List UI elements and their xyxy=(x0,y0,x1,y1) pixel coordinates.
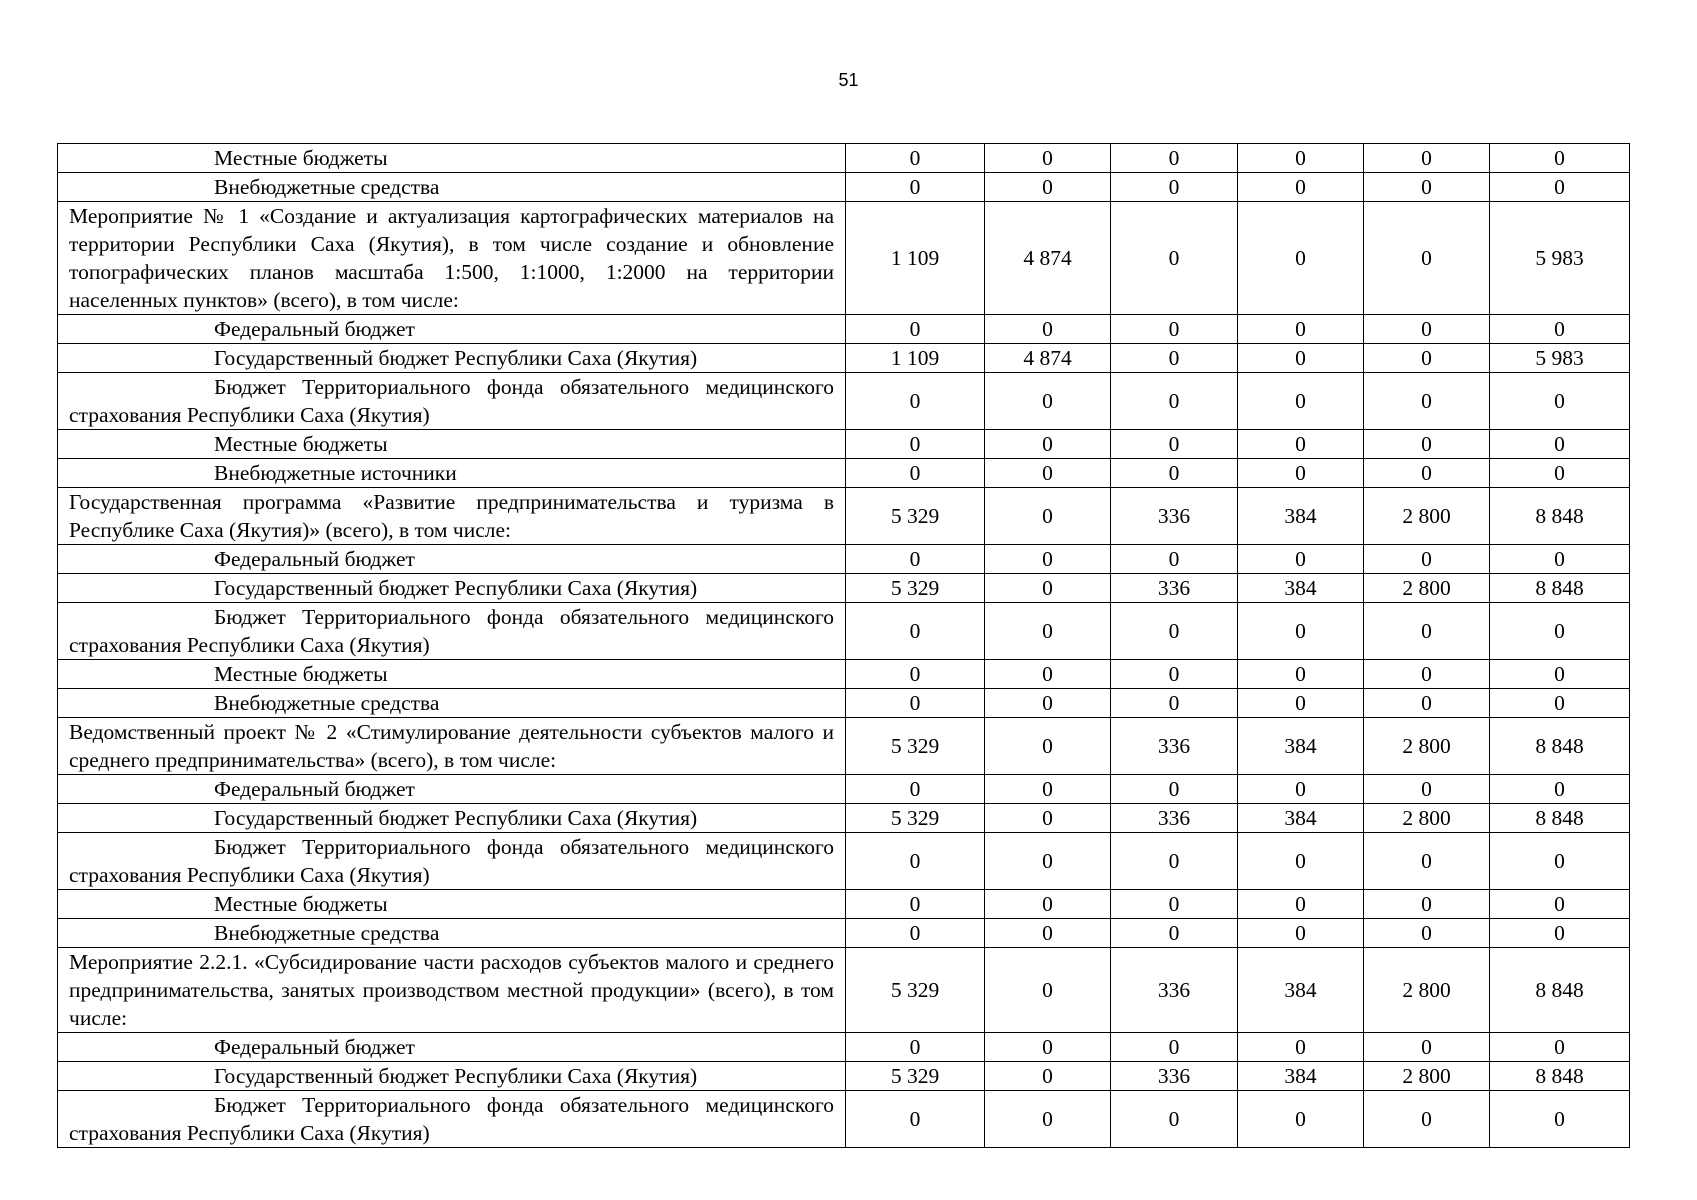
row-label: Местные бюджеты xyxy=(58,660,846,689)
value-cell: 0 xyxy=(1490,545,1630,574)
row-label: Государственный бюджет Республики Саха (Якутия) xyxy=(58,804,846,833)
row-label: Ведомственный проект № 2 «Стимулирование деятельности субъектов малого и среднего предпринимательства» (всего), в том числе: xyxy=(58,718,846,775)
value-cell: 0 xyxy=(985,660,1111,689)
value-cell: 0 xyxy=(985,919,1111,948)
value-cell: 0 xyxy=(1238,919,1364,948)
value-cell: 0 xyxy=(1111,660,1238,689)
row-label: Бюджет Территориального фонда обязательного медицинского страхования Республики Саха (Якутия) xyxy=(58,1091,846,1148)
value-cell: 0 xyxy=(1111,603,1238,660)
value-cell: 384 xyxy=(1238,574,1364,603)
table-row xyxy=(58,144,1630,173)
value-cell: 8 848 xyxy=(1490,804,1630,833)
value-cell: 1 109 xyxy=(846,344,985,373)
row-label: Внебюджетные средства xyxy=(58,919,846,948)
value-cell: 0 xyxy=(1490,890,1630,919)
value-cell: 0 xyxy=(1364,660,1490,689)
value-cell: 5 983 xyxy=(1490,344,1630,373)
value-cell: 0 xyxy=(985,1091,1111,1148)
value-cell: 0 xyxy=(1238,173,1364,202)
value-cell: 0 xyxy=(1364,173,1490,202)
row-label: Федеральный бюджет xyxy=(58,1033,846,1062)
value-cell: 0 xyxy=(1111,919,1238,948)
row-label: Бюджет Территориального фонда обязательного медицинского страхования Республики Саха (Якутия) xyxy=(58,373,846,430)
value-cell: 0 xyxy=(1238,430,1364,459)
value-cell: 0 xyxy=(1238,202,1364,315)
table-row xyxy=(58,948,1630,1033)
value-cell: 0 xyxy=(1364,1091,1490,1148)
value-cell: 0 xyxy=(1238,660,1364,689)
value-cell: 0 xyxy=(1111,1033,1238,1062)
value-cell: 0 xyxy=(1364,202,1490,315)
value-cell: 2 800 xyxy=(1364,804,1490,833)
value-cell: 8 848 xyxy=(1490,574,1630,603)
value-cell: 0 xyxy=(985,890,1111,919)
value-cell: 0 xyxy=(1111,545,1238,574)
value-cell: 0 xyxy=(985,775,1111,804)
value-cell: 0 xyxy=(846,833,985,890)
value-cell: 4 874 xyxy=(985,202,1111,315)
value-cell: 0 xyxy=(1238,1091,1364,1148)
row-label: Федеральный бюджет xyxy=(58,545,846,574)
value-cell: 2 800 xyxy=(1364,718,1490,775)
value-cell: 0 xyxy=(1111,144,1238,173)
table-row xyxy=(58,1091,1630,1148)
value-cell: 0 xyxy=(1364,775,1490,804)
value-cell: 0 xyxy=(846,545,985,574)
row-label: Местные бюджеты xyxy=(58,430,846,459)
row-label: Внебюджетные источники xyxy=(58,459,846,488)
table-row xyxy=(58,1062,1630,1091)
value-cell: 0 xyxy=(985,948,1111,1033)
value-cell: 4 874 xyxy=(985,344,1111,373)
value-cell: 0 xyxy=(846,775,985,804)
value-cell: 8 848 xyxy=(1490,488,1630,545)
value-cell: 0 xyxy=(1238,144,1364,173)
value-cell: 0 xyxy=(846,315,985,344)
table-row xyxy=(58,603,1630,660)
value-cell: 384 xyxy=(1238,488,1364,545)
value-cell: 384 xyxy=(1238,804,1364,833)
value-cell: 0 xyxy=(1364,890,1490,919)
value-cell: 0 xyxy=(1364,833,1490,890)
value-cell: 0 xyxy=(1111,1091,1238,1148)
value-cell: 0 xyxy=(985,804,1111,833)
value-cell: 0 xyxy=(1364,919,1490,948)
row-label: Мероприятие 2.2.1. «Субсидирование части расходов субъектов малого и среднего предпринимательства, занятых производством местной продукции» (всего), в том числе: xyxy=(58,948,846,1033)
table-row xyxy=(58,430,1630,459)
page-number: 51 xyxy=(838,70,859,90)
value-cell: 0 xyxy=(985,603,1111,660)
value-cell: 0 xyxy=(1238,459,1364,488)
value-cell: 0 xyxy=(985,430,1111,459)
value-cell: 0 xyxy=(1238,689,1364,718)
table-row xyxy=(58,775,1630,804)
value-cell: 5 329 xyxy=(846,1062,985,1091)
value-cell: 0 xyxy=(1111,430,1238,459)
value-cell: 0 xyxy=(1364,459,1490,488)
value-cell: 5 983 xyxy=(1490,202,1630,315)
value-cell: 0 xyxy=(985,689,1111,718)
table-row xyxy=(58,315,1630,344)
table-row xyxy=(58,804,1630,833)
row-label: Государственный бюджет Республики Саха (Якутия) xyxy=(58,344,846,373)
value-cell: 336 xyxy=(1111,804,1238,833)
value-cell: 0 xyxy=(1364,430,1490,459)
value-cell: 0 xyxy=(1111,775,1238,804)
value-cell: 0 xyxy=(846,689,985,718)
value-cell: 0 xyxy=(846,173,985,202)
value-cell: 0 xyxy=(1490,1033,1630,1062)
value-cell: 5 329 xyxy=(846,948,985,1033)
value-cell: 0 xyxy=(1111,373,1238,430)
value-cell: 0 xyxy=(1238,603,1364,660)
value-cell: 0 xyxy=(846,603,985,660)
value-cell: 0 xyxy=(846,1091,985,1148)
value-cell: 5 329 xyxy=(846,718,985,775)
table-row xyxy=(58,344,1630,373)
table-row xyxy=(58,718,1630,775)
table-row xyxy=(58,373,1630,430)
value-cell: 0 xyxy=(846,144,985,173)
value-cell: 0 xyxy=(1490,919,1630,948)
value-cell: 0 xyxy=(985,315,1111,344)
value-cell: 2 800 xyxy=(1364,1062,1490,1091)
value-cell: 0 xyxy=(1111,459,1238,488)
value-cell: 2 800 xyxy=(1364,948,1490,1033)
value-cell: 0 xyxy=(846,890,985,919)
value-cell: 0 xyxy=(985,718,1111,775)
value-cell: 384 xyxy=(1238,948,1364,1033)
value-cell: 0 xyxy=(846,1033,985,1062)
value-cell: 0 xyxy=(1111,689,1238,718)
value-cell: 0 xyxy=(1111,833,1238,890)
value-cell: 336 xyxy=(1111,488,1238,545)
value-cell: 0 xyxy=(1238,315,1364,344)
value-cell: 0 xyxy=(985,833,1111,890)
budget-table-body xyxy=(58,144,1630,1148)
row-label: Местные бюджеты xyxy=(58,144,846,173)
table-row xyxy=(58,545,1630,574)
table-row xyxy=(58,660,1630,689)
value-cell: 1 109 xyxy=(846,202,985,315)
value-cell: 0 xyxy=(846,660,985,689)
value-cell: 0 xyxy=(1111,890,1238,919)
value-cell: 0 xyxy=(1490,775,1630,804)
row-label: Государственная программа «Развитие предпринимательства и туризма в Республике Саха (Якутия)» (всего), в том числе: xyxy=(58,488,846,545)
value-cell: 0 xyxy=(1111,202,1238,315)
row-label: Государственный бюджет Республики Саха (Якутия) xyxy=(58,1062,846,1091)
row-label: Государственный бюджет Республики Саха (Якутия) xyxy=(58,574,846,603)
value-cell: 0 xyxy=(1490,459,1630,488)
value-cell: 336 xyxy=(1111,948,1238,1033)
value-cell: 0 xyxy=(1111,344,1238,373)
value-cell: 2 800 xyxy=(1364,488,1490,545)
row-label: Местные бюджеты xyxy=(58,890,846,919)
table-row xyxy=(58,833,1630,890)
table-row xyxy=(58,202,1630,315)
row-label: Внебюджетные средства xyxy=(58,173,846,202)
value-cell: 0 xyxy=(1238,344,1364,373)
value-cell: 0 xyxy=(985,488,1111,545)
table-row xyxy=(58,919,1630,948)
value-cell: 0 xyxy=(1364,545,1490,574)
value-cell: 0 xyxy=(1490,833,1630,890)
value-cell: 0 xyxy=(1238,833,1364,890)
value-cell: 0 xyxy=(1490,430,1630,459)
value-cell: 8 848 xyxy=(1490,718,1630,775)
value-cell: 0 xyxy=(1490,315,1630,344)
row-label: Бюджет Территориального фонда обязательного медицинского страхования Республики Саха (Якутия) xyxy=(58,833,846,890)
value-cell: 8 848 xyxy=(1490,948,1630,1033)
value-cell: 0 xyxy=(985,545,1111,574)
table-row xyxy=(58,488,1630,545)
value-cell: 0 xyxy=(985,144,1111,173)
value-cell: 0 xyxy=(1111,173,1238,202)
value-cell: 0 xyxy=(1238,775,1364,804)
row-label: Бюджет Территориального фонда обязательного медицинского страхования Республики Саха (Якутия) xyxy=(58,603,846,660)
value-cell: 0 xyxy=(1364,315,1490,344)
table-row xyxy=(58,890,1630,919)
value-cell: 0 xyxy=(1364,144,1490,173)
row-label: Мероприятие № 1 «Создание и актуализация картографических материалов на территории Республики Саха (Якутия), в том числе создание и обновление топографических планов масштаба 1:500, 1:1000, 1:2000 на территории населенных пунктов» (всего), в том числе: xyxy=(58,202,846,315)
table-row xyxy=(58,173,1630,202)
value-cell: 0 xyxy=(1238,890,1364,919)
value-cell: 336 xyxy=(1111,574,1238,603)
value-cell: 0 xyxy=(846,373,985,430)
value-cell: 0 xyxy=(985,574,1111,603)
value-cell: 0 xyxy=(1238,1033,1364,1062)
value-cell: 384 xyxy=(1238,1062,1364,1091)
value-cell: 0 xyxy=(985,1062,1111,1091)
value-cell: 336 xyxy=(1111,1062,1238,1091)
value-cell: 8 848 xyxy=(1490,1062,1630,1091)
value-cell: 5 329 xyxy=(846,804,985,833)
value-cell: 336 xyxy=(1111,718,1238,775)
table-row xyxy=(58,689,1630,718)
value-cell: 0 xyxy=(846,430,985,459)
value-cell: 0 xyxy=(1490,660,1630,689)
value-cell: 0 xyxy=(985,1033,1111,1062)
value-cell: 384 xyxy=(1238,718,1364,775)
table-row xyxy=(58,574,1630,603)
value-cell: 0 xyxy=(1490,1091,1630,1148)
value-cell: 0 xyxy=(1490,144,1630,173)
value-cell: 0 xyxy=(846,459,985,488)
value-cell: 0 xyxy=(985,173,1111,202)
value-cell: 0 xyxy=(1364,373,1490,430)
row-label: Федеральный бюджет xyxy=(58,775,846,804)
value-cell: 0 xyxy=(846,919,985,948)
value-cell: 5 329 xyxy=(846,574,985,603)
value-cell: 0 xyxy=(1364,689,1490,718)
value-cell: 0 xyxy=(1490,373,1630,430)
value-cell: 0 xyxy=(985,373,1111,430)
value-cell: 2 800 xyxy=(1364,574,1490,603)
value-cell: 0 xyxy=(1364,1033,1490,1062)
budget-table xyxy=(57,143,1630,1148)
value-cell: 0 xyxy=(1111,315,1238,344)
row-label: Федеральный бюджет xyxy=(58,315,846,344)
value-cell: 0 xyxy=(1490,689,1630,718)
value-cell: 0 xyxy=(1490,173,1630,202)
value-cell: 0 xyxy=(1238,545,1364,574)
value-cell: 0 xyxy=(1364,603,1490,660)
table-row xyxy=(58,1033,1630,1062)
value-cell: 0 xyxy=(1238,373,1364,430)
value-cell: 5 329 xyxy=(846,488,985,545)
value-cell: 0 xyxy=(1364,344,1490,373)
value-cell: 0 xyxy=(1490,603,1630,660)
row-label: Внебюджетные средства xyxy=(58,689,846,718)
value-cell: 0 xyxy=(985,459,1111,488)
table-row xyxy=(58,459,1630,488)
